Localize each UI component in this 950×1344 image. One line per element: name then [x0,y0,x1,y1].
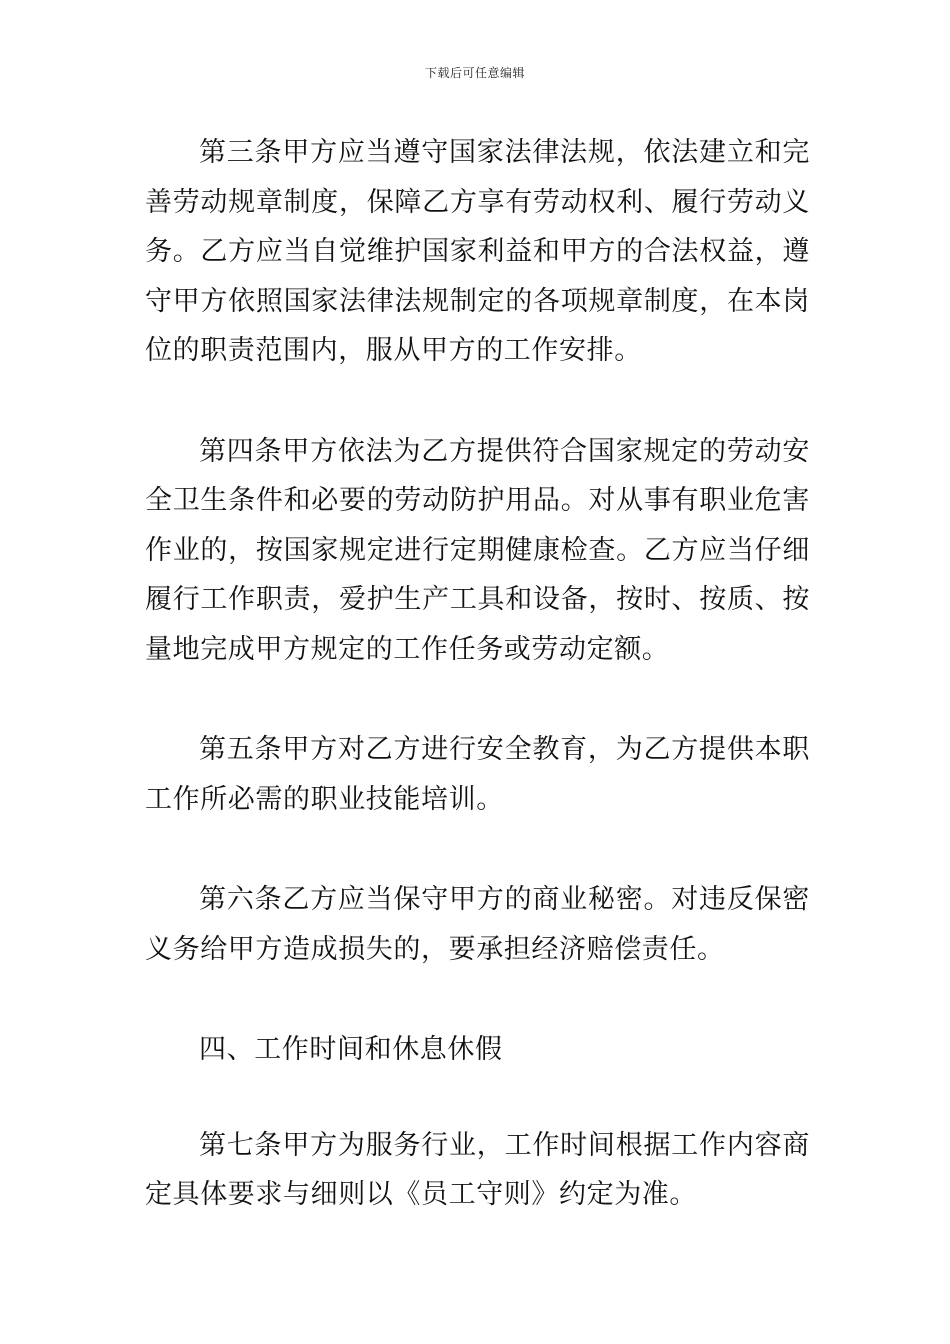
paragraph-article-3: 第三条甲方应当遵守国家法律法规，依法建立和完善劳动规章制度，保障乙方享有劳动权利、履行劳动义务。乙方应当自觉维护国家利益和甲方的合法权益，遵守甲方依照国家法律法规制定的各项规章制度，在本岗位的职责范围内，服从甲方的工作安排。 [145,137,810,366]
paragraph-article-6: 第六条乙方应当保守甲方的商业秘密。对违反保密义务给甲方造成损失的，要承担经济赔偿责任。 [145,884,810,965]
paragraph-article-4: 第四条甲方依法为乙方提供符合国家规定的劳动安全卫生条件和必要的劳动防护用品。对从事有职业危害作业的，按国家规定进行定期健康检查。乙方应当仔细履行工作职责，爱护生产工具和设备，按时、按质、按量地完成甲方规定的工作任务或劳动定额。 [145,435,810,665]
paragraph-article-5: 第五条甲方对乙方进行安全教育，为乙方提供本职工作所必需的职业技能培训。 [145,734,810,815]
section-heading-working-hours: 四、工作时间和休息休假 [199,1034,503,1065]
document-body [145,128,810,1271]
paragraph-article-7: 第七条甲方为服务行业，工作时间根据工作内容商定具体要求与细则以《员工守则》约定为准。 [145,1129,810,1210]
header-note: 下载后可任意编辑 [424,66,525,80]
